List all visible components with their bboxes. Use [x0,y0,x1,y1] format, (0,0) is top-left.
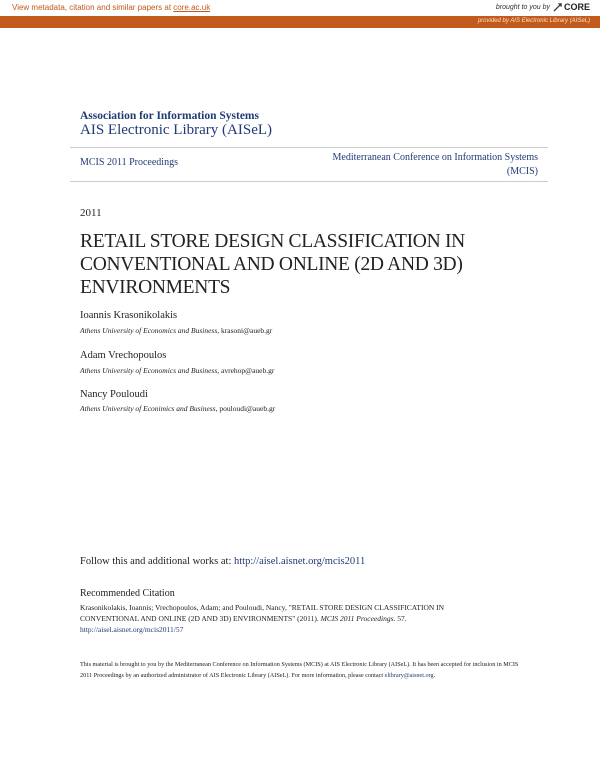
citation-line-2 [80,613,500,624]
divider-top [70,147,548,148]
author-email: , pouloudi@aueb.gr [215,404,276,413]
author-affiliation [80,366,274,375]
conference-link[interactable] [278,151,538,179]
library-name[interactable]: AIS Electronic Library (AISeL) [80,122,273,138]
author-name: Ioannis Krasonikolakis [80,310,178,321]
follow-works [80,556,365,567]
association-name[interactable]: Association for Information Systems [80,110,259,122]
conference-line-2: (MCIS) [506,166,538,177]
citation-line-1: Krasonikolakis, Ioannis; Vrechopoulos, Adam; and Pouloudi, Nancy, "RETAIL STORE DESIGN CLASSIFICATION IN [80,603,445,612]
author-affiliation [80,404,275,413]
brought-by-text: brought to you by [495,3,550,11]
follow-link[interactable]: http://aisel.aisnet.org/mcis2011 [234,556,366,567]
core-brought-by[interactable] [496,2,590,12]
core-logo[interactable] [553,2,590,12]
proceedings-link[interactable]: MCIS 2011 Proceedings [80,157,178,168]
citation-link[interactable]: http://aisel.aisnet.org/mcis2011/57 [80,625,184,634]
author-email: , avrehop@aueb.gr [217,366,275,375]
citation-number: . 57. [393,614,407,623]
core-logo-text: CORE [563,2,590,12]
paper-title: RETAIL STORE DESIGN CLASSIFICATION IN CONVENTIONAL AND ONLINE (2D AND 3D) ENVIRONMENTS [80,231,465,298]
core-metadata-text [12,3,210,12]
core-logo-icon [553,3,562,12]
citation-venue: MCIS 2011 Proceedings [320,614,394,623]
affiliation-text: Athens University of Economics and Business [80,366,218,375]
author-affiliation [80,326,272,335]
author-name: Adam Vrechopoulos [80,350,167,361]
publication-year: 2011 [80,207,102,219]
core-banner [0,0,600,16]
recommended-citation [80,602,500,635]
author-email: , krasoni@aueb.gr [217,326,273,335]
citation-title-end: CONVENTIONAL AND ONLINE (2D AND 3D) ENVIRONMENTS" (2011). [80,614,321,623]
footer-notice [80,659,520,681]
follow-text: Follow this and additional works at: [80,556,234,567]
affiliation-text: Athens University of Econimics and Business [80,404,216,413]
provider-bar [0,16,600,28]
divider-bottom [70,181,548,182]
affiliation-text: Athens University of Economics and Business [80,326,218,335]
provided-by-text: provided by AIS Electronic Library (AISeL) [477,18,590,24]
conference-line-1: Mediterranean Conference on Information Systems [332,152,538,163]
footer-period: . [433,672,436,679]
core-metadata-label: View metadata, citation and similar papers at [12,3,174,12]
footer-email-link[interactable]: elibrary@aisnet.org [384,672,434,679]
author-name: Nancy Pouloudi [80,389,148,400]
recommended-citation-heading: Recommended Citation [80,588,175,599]
footer-text: This material is brought to you by the Mediterranean Conference on Information Systems (MCIS) at AIS Electronic Library (AISeL). It has been accepted for inclusion in MCIS 2011 Proceedings by an authorized administrator of AIS Electronic Library (AISeL). For more information, please contact [80,661,519,679]
core-link[interactable]: core.ac.uk [173,3,211,12]
